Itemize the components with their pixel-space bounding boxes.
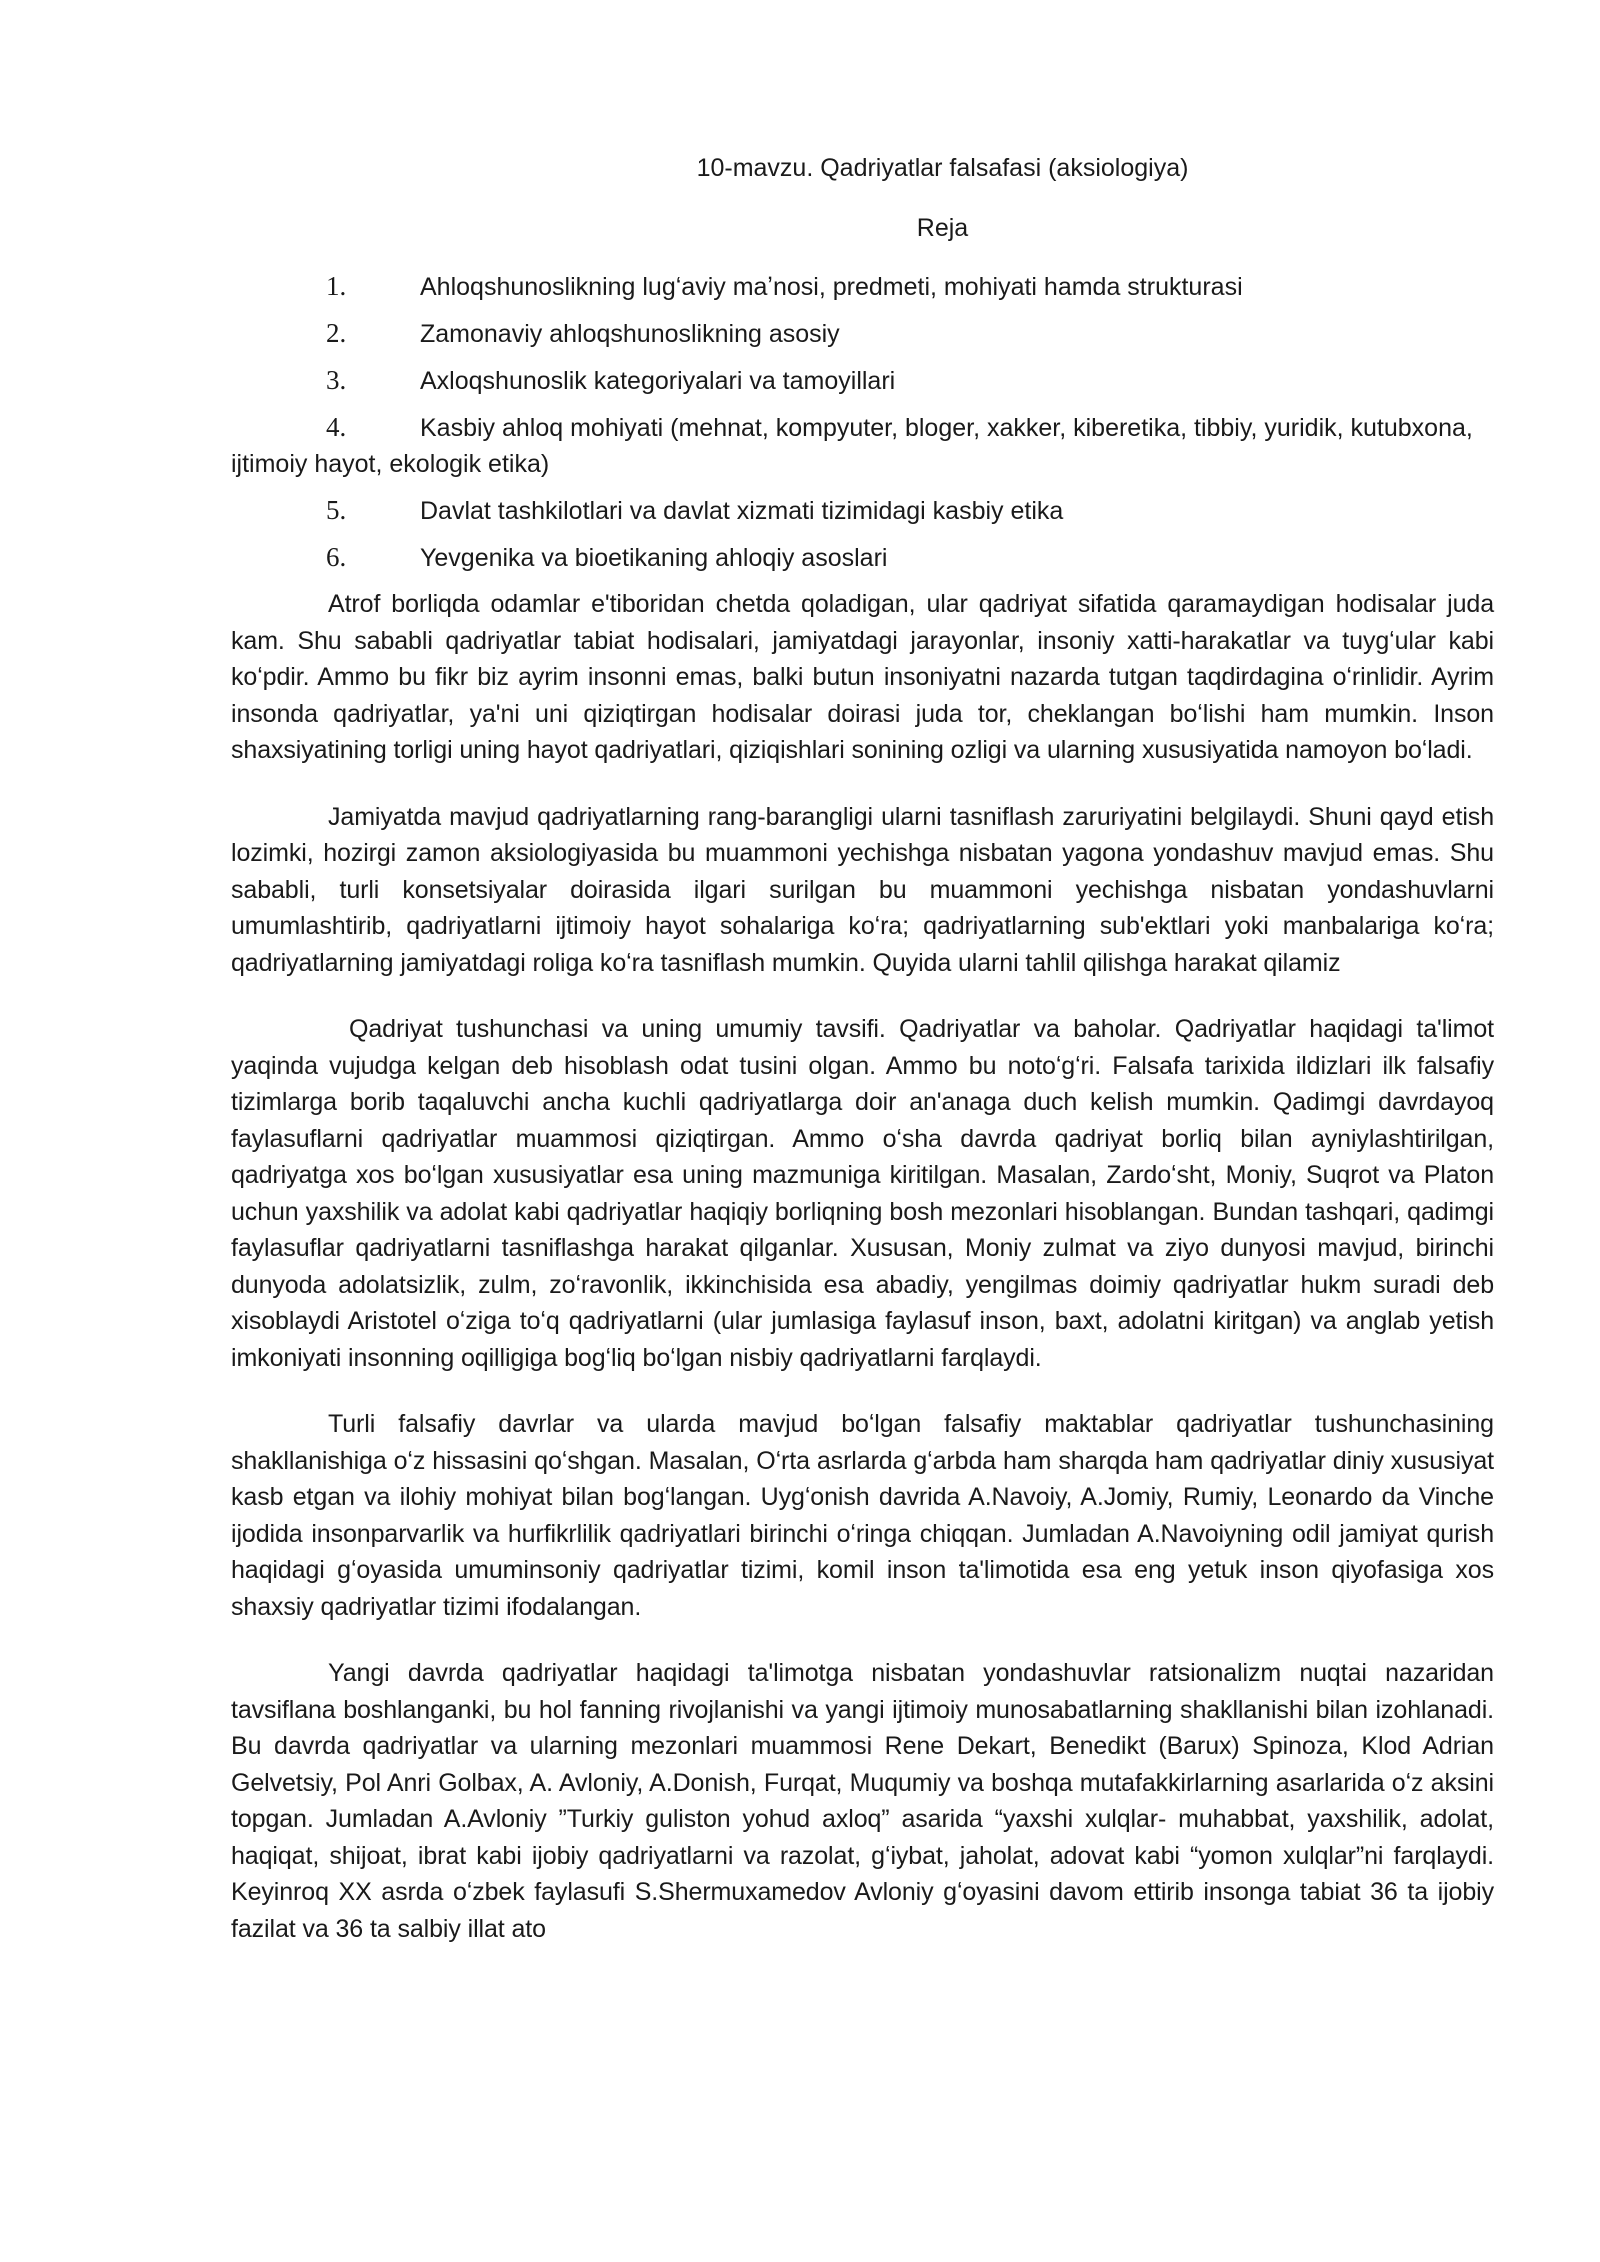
plan-list bbox=[231, 268, 1494, 576]
plan-item-text: Yevgenika va bioetikaning ahloqiy asoslari bbox=[420, 544, 888, 572]
plan-heading: Reja bbox=[916, 214, 969, 242]
plan-item-text: Ahloqshunoslikning lugʻaviy maʼnosi, predmeti, mohiyati hamda strukturasi bbox=[420, 273, 1243, 301]
body-paragraph: Turli falsafiy davrlar va ularda mavjud boʻlgan falsafiy maktablar qadriyatlar tushunchasining shakllanishiga oʻz hissasini qoʻshgan. Masalan, Oʻrta asrlarda gʻarbda ham sharqda ham qadriyatlar diniy xususiyat kasb etgan va ilohiy mohiyat bilan bogʻlangan. Uygʻonish davrida A.Navoiy, A.Jomiy, Rumiy, Leonardo da Vinche ijodida insonparvarlik va hurfikrlilik qadriyatlari birinchi oʻringa chiqqan. Jumladan A.Navoiyning odil jamiyat qurish haqidagi gʻoyasida umuminsoniy qadriyatlar tizimi, komil inson ta'limotida esa eng yetuk inson qiyofasiga xos shaxsiy qadriyatlar tizimi ifodalangan. bbox=[231, 1410, 1494, 1621]
plan-item bbox=[231, 409, 1494, 482]
plan-item-number: 1. bbox=[326, 271, 347, 301]
document-title: 10-mavzu. Qadriyatlar falsafasi (aksiologiya) bbox=[696, 154, 1189, 182]
plan-item-number: 5. bbox=[326, 495, 347, 525]
plan-item-text: Axloqshunoslik kategoriyalari va tamoyillari bbox=[420, 367, 896, 395]
plan-item-text: Davlat tashkilotlari va davlat xizmati tizimidagi kasbiy etika bbox=[420, 497, 1064, 525]
plan-item-text: Zamonaviy ahloqshunoslikning asosiy bbox=[420, 320, 840, 348]
plan-item bbox=[231, 362, 1494, 399]
plan-item-number: 4. bbox=[326, 412, 347, 442]
plan-item-text: Kasbiy ahloq mohiyati (mehnat, kompyuter, bloger, xakker, kiberetika, tibbiy, yuridik, kutubxona, ijtimoiy hayot, ekologik etika) bbox=[231, 414, 1473, 478]
plan-item-number: 6. bbox=[326, 542, 347, 572]
body-paragraph: Atrof borliqda odamlar e'tiboridan chetda qoladigan, ular qadriyat sifatida qaramaydigan hodisalar juda kam. Shu sababli qadriyatlar tabiat hodisalari, jamiyatdagi jarayonlar, insoniy xatti-harakatlar va tuygʻular kabi koʻpdir. Ammo bu fikr biz ayrim insonni emas, balki butun insoniyatni nazarda tutgan taqdirdagina oʻrinlidir. Ayrim insonda qadriyatlar, ya'ni uni qiziqtirgan hodisalar doirasi juda tor, cheklangan boʻlishi ham mumkin. Inson shaxsiyatining torligi uning hayot qadriyatlari, qiziqishlari sonining ozligi va ularning xususiyatida namoyon boʻladi. bbox=[231, 590, 1494, 764]
body-paragraph: Jamiyatda mavjud qadriyatlarning rang-barangligi ularni tasniflash zaruriyatini belgilaydi. Shuni qayd etish lozimki, hozirgi zamon aksiologiyasida bu muammoni yechishga nisbatan yagona yondashuv mavjud emas. Shu sababli, turli konsetsiyalar doirasida ilgari surilgan bu muammoni yechishga nisbatan yondashuvlarni umumlashtirib, qadriyatlarni ijtimoiy hayot sohalariga koʻra; qadriyatlarning sub'ektlari yoki manbalariga koʻra; qadriyatlarning jamiyatdagi roliga koʻra tasniflash mumkin. Quyida ularni tahlil qilishga harakat qilamiz bbox=[231, 802, 1494, 977]
document-body bbox=[231, 150, 1494, 1947]
plan-item bbox=[231, 315, 1494, 352]
body-paragraph: Yangi davrda qadriyatlar haqidagi ta'limotga nisbatan yondashuvlar ratsionalizm nuqtai nazaridan tavsiflana boshlanganki, bu hol fanning rivojlanishi va yangi ijtimoiy munosabatlarning shakllanishi bilan izohlanadi. Bu davrda qadriyatlar va ularning mezonlari muammosi Rene Dekart, Benedikt (Barux) Spinoza, Klod Adrian Gelvetsiy, Pol Anri Golbax, A. Avloniy, A.Donish, Furqat, Muqumiy va boshqa mutafakkirlarning asarlarida oʻz aksini topgan. Jumladan A.Avloniy ”Turkiy guliston yohud axloq” asarida “yaxshi xulqlar- muhabbat, yaxshilik, adolat, haqiqat, shijoat, ibrat kabi ijobiy qadriyatlarni va razolat, gʻiybat, jaholat, adovat kabi “yomon xulqlar”ni farqlaydi. Keyinroq XX asrda oʻzbek faylasufi S.Shermuxamedov Avloniy gʻoyasini davom ettirib insonga tabiat 36 ta ijobiy fazilat va 36 ta salbiy illat ato bbox=[231, 1659, 1494, 1943]
plan-item bbox=[231, 492, 1494, 529]
plan-item bbox=[231, 539, 1494, 576]
body-paragraph: Qadriyat tushunchasi va uning umumiy tavsifi. Qadriyatlar va baholar. Qadriyatlar haqidagi ta'limot yaqinda vujudga kelgan deb hisoblash odat tusini olgan. Ammo bu notoʻgʻri. Falsafa tarixida ildizlari ilk falsafiy tizimlarga borib taqaluvchi ancha kuchli qadriyatlarga doir an'anaga duch kelish mumkin. Qadimgi davrdayoq faylasuflarni qadriyatlar muammosi qiziqtirgan. Ammo oʻsha davrda qadriyat borliq bilan ayniylashtirilgan, qadriyatga xos boʻlgan xususiyatlar esa uning mazmuniga kiritilgan. Masalan, Zardoʻsht, Moniy, Suqrot va Platon uchun yaxshilik va adolat kabi qadriyatlar haqiqiy borliqning bosh mezonlari hisoblangan. Bundan tashqari, qadimgi faylasuflar qadriyatlarni tasniflashga harakat qilganlar. Xususan, Moniy zulmat va ziyo dunyosi mavjud, birinchi dunyoda adolatsizlik, zulm, zoʻravonlik, ikkinchisida esa abadiy, yengilmas doimiy qadriyatlar hukm suradi deb xisoblaydi Aristotel oʻziga toʻq qadriyatlarni (ular jumlasiga faylasuf inson, baxt, adolatni kiritgan) va anglab yetish imkoniyati insonning oqilligiga bogʻliq boʻlgan nisbiy qadriyatlarni farqlaydi. bbox=[231, 1015, 1494, 1372]
plan-item-number: 2. bbox=[326, 318, 347, 348]
plan-item-number: 3. bbox=[326, 365, 347, 395]
plan-item bbox=[231, 268, 1494, 305]
